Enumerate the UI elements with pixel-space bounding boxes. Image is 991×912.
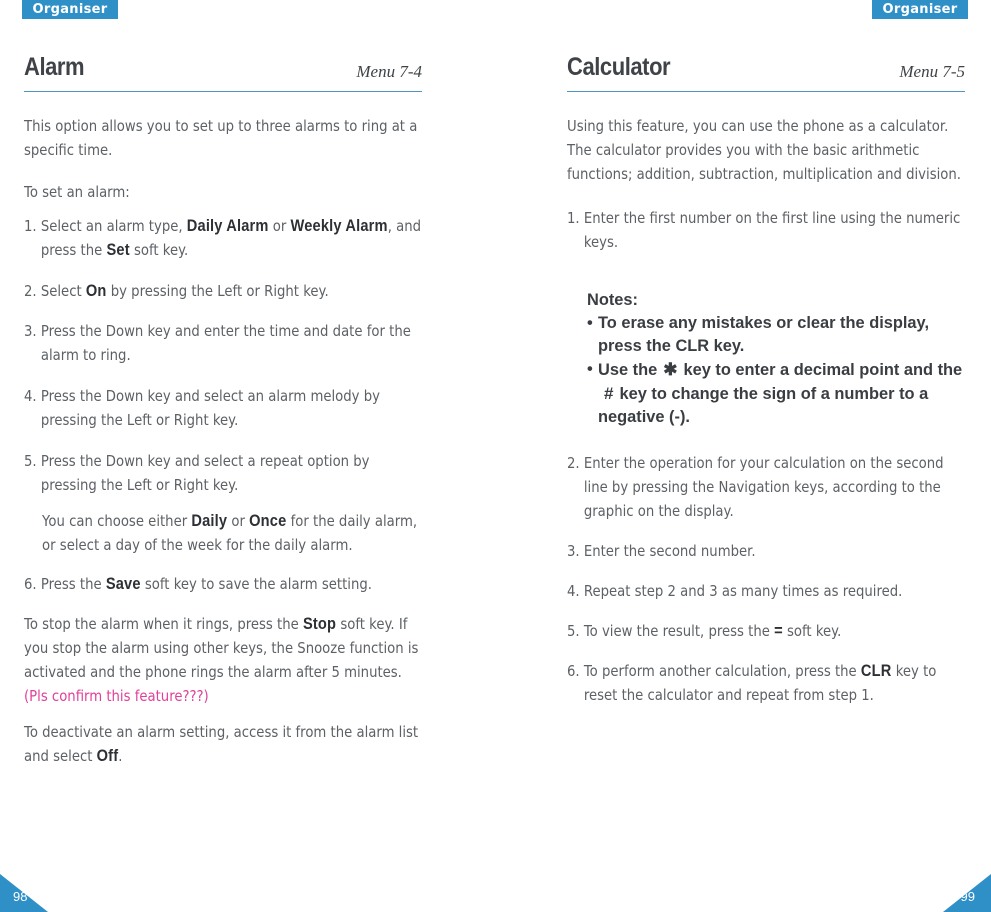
step-number: 6. — [24, 575, 41, 593]
review-note: (Pls confirm this feature???) — [24, 687, 209, 705]
step-2 — [567, 451, 967, 523]
step-number: 3. — [567, 542, 584, 560]
section-header-calculator — [567, 53, 965, 92]
section-tab-right: Organiser — [872, 0, 968, 19]
step-3 — [24, 319, 424, 367]
step-6 — [24, 572, 424, 596]
step-3 — [567, 539, 967, 563]
step-5-note: You can choose either Daily or Once for the daily alarm, or select a day of the week for the daily alarm. — [42, 511, 418, 554]
step-text: Enter the second number. — [583, 542, 756, 560]
notes-heading: Notes: — [587, 291, 638, 309]
step-number: 2. — [567, 454, 584, 472]
step-text: Enter the first number on the first line using the numeric keys. — [583, 209, 961, 251]
menu-reference: Menu 7-4 — [356, 62, 422, 81]
calculator-body — [567, 114, 967, 268]
deactivate-paragraph: To deactivate an alarm setting, access it from the alarm list and select Off. — [24, 723, 419, 765]
step-number: 5. — [24, 452, 41, 470]
intro-paragraph: This option allows you to set up to three alarms to ring at a specific time. — [24, 117, 418, 159]
step-number: 3. — [24, 322, 41, 340]
step-number: 6. — [567, 662, 584, 680]
step-number: 4. — [567, 582, 584, 600]
step-text: Enter the operation for your calculation on the second line by pressing the Navigation keys, according to the graphic on the display. — [583, 454, 944, 520]
step-5 — [24, 449, 424, 497]
step-2 — [24, 279, 424, 303]
step-number: 4. — [24, 387, 41, 405]
step-text: Press the Save soft key to save the alarm setting. — [40, 574, 372, 593]
step-text: Press the Down key and enter the time and date for the alarm to ring. — [40, 322, 411, 364]
intro-paragraph: Using this feature, you can use the phone as a calculator. The calculator provides you with the basic arithmetic functions; addition, subtraction, multiplication and division. — [567, 117, 961, 183]
page-number-right: 99 — [960, 889, 975, 904]
step-number: 1. — [567, 209, 584, 227]
menu-reference: Menu 7-5 — [899, 62, 965, 81]
step-text: Select an alarm type, Daily Alarm or Weekly Alarm, and press the Set soft key. — [40, 216, 422, 259]
set-alarm-heading: To set an alarm: — [24, 183, 130, 201]
step-text: Press the Down key and select an alarm melody by pressing the Left or Right key. — [40, 387, 380, 429]
step-4 — [567, 579, 967, 603]
step-text: Press the Down key and select a repeat option by pressing the Left or Right key. — [40, 452, 370, 494]
step-text: To view the result, press the = soft key. — [583, 621, 842, 640]
step-6 — [567, 659, 967, 707]
step-text: Repeat step 2 and 3 as many times as required. — [583, 582, 903, 600]
section-header-alarm — [24, 53, 422, 92]
step-number: 2. — [24, 282, 41, 300]
section-title: Calculator — [567, 53, 671, 81]
step-text: Select On by pressing the Left or Right key. — [40, 281, 329, 300]
alarm-body — [24, 114, 424, 768]
stop-alarm-paragraph: To stop the alarm when it rings, press the Stop soft key. If you stop the alarm using other keys, the Snooze function is activated and the phone rings the alarm after 5 minutes. (Pls confirm this feature???) — [24, 614, 419, 705]
page-number-left: 98 — [13, 889, 28, 904]
section-title: Alarm — [24, 53, 85, 81]
hash-key-icon: # — [604, 384, 614, 403]
step-4 — [24, 384, 424, 432]
star-key-icon: ✱ — [663, 360, 678, 379]
step-number: 1. — [24, 217, 41, 235]
step-number: 5. — [567, 622, 584, 640]
step-1 — [567, 206, 967, 254]
note-bullet-1: • To erase any mistakes or clear the display, press the CLR key. — [587, 314, 930, 355]
step-1 — [24, 214, 424, 262]
section-tab-left: Organiser — [22, 0, 118, 19]
calculator-steps — [567, 451, 967, 707]
note-bullet-2: • Use the ✱ key to enter a decimal point and the # key to change the sign of a number to a negative (-). — [587, 360, 963, 426]
notes-box — [587, 289, 967, 429]
step-text: To perform another calculation, press the CLR key to reset the calculator and repeat from step 1. — [583, 661, 937, 704]
step-5 — [567, 619, 967, 643]
